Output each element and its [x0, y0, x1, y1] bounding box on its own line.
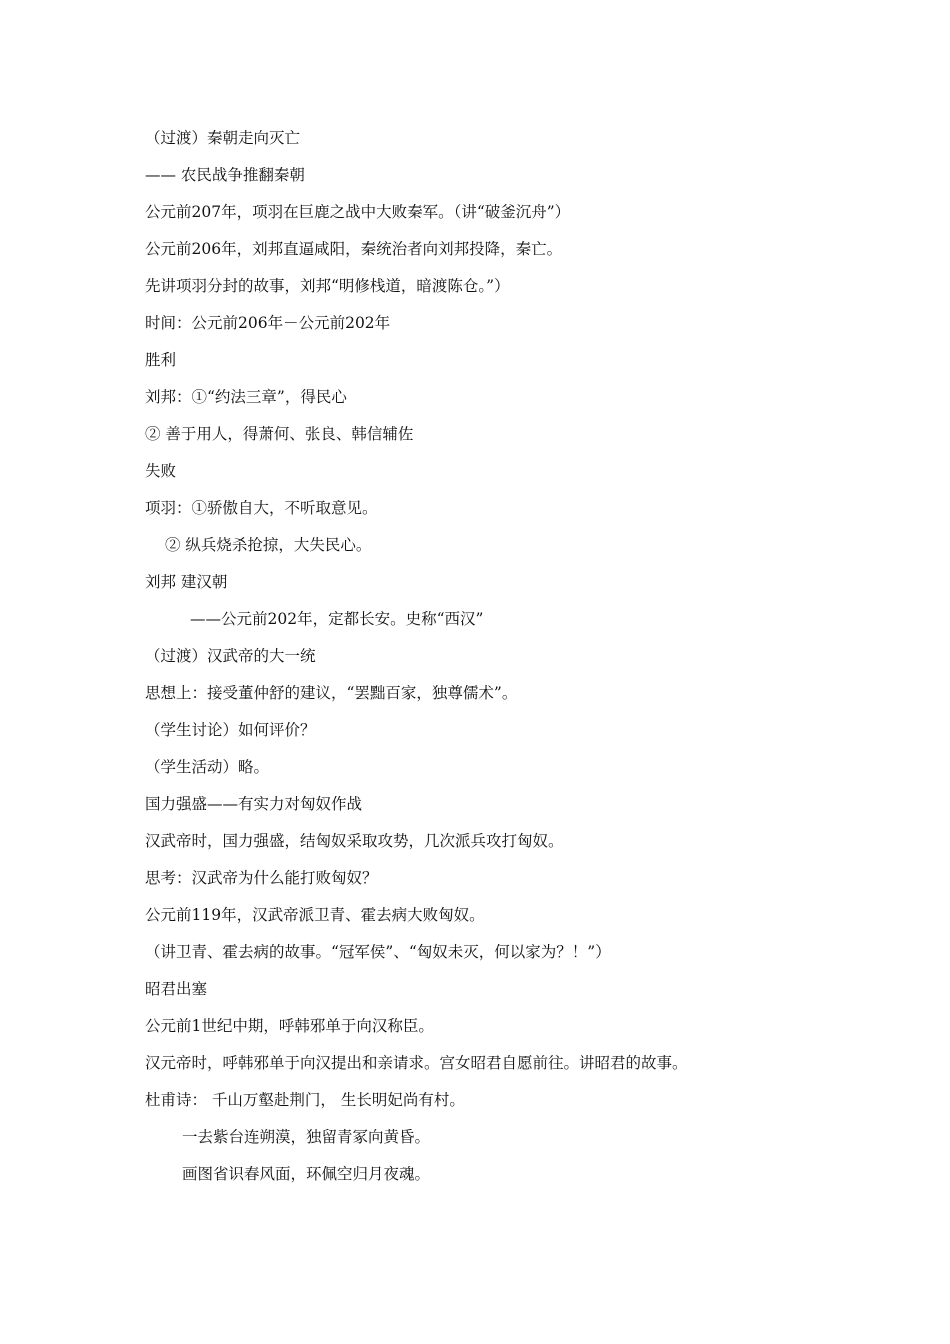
text-line: 刘邦：①“约法三章”，得民心: [145, 388, 347, 406]
text-line: ② 善于用人，得萧何、张良、韩信辅佐: [145, 425, 414, 443]
text-line: 思考：汉武帝为什么能打败匈奴？: [145, 869, 378, 887]
text-line: 思想上：接受董仲舒的建议，“罢黜百家，独尊儒术”。: [145, 684, 518, 702]
document-body: [145, 120, 845, 1193]
text-line: （过渡）秦朝走向灭亡: [145, 129, 301, 147]
text-line: ② 纵兵烧杀抢掠，大失民心。: [165, 536, 372, 554]
text-line: 公元前207年，项羽在巨鹿之战中大败秦军。（讲“破釜沉舟”）: [145, 203, 571, 221]
text-line: 失败: [145, 462, 177, 480]
text-line: （学生讨论）如何评价？: [145, 721, 316, 739]
text-line: 胜利: [145, 351, 177, 369]
poem-line: 画图省识春风面，环佩空归月夜魂。: [182, 1165, 431, 1183]
text-line: 先讲项羽分封的故事，刘邦“明修栈道，暗渡陈仓。”）: [145, 277, 510, 295]
text-line: 公元前119年，汉武帝派卫青、霍去病大败匈奴。: [145, 906, 485, 924]
poem-line: 一去紫台连朔漠，独留青冢向黄昏。: [182, 1128, 431, 1146]
text-line: （讲卫青、霍去病的故事。“冠军侯”、“匈奴未灭，何以家为？！”）: [145, 943, 611, 961]
text-line: 公元前206年，刘邦直逼咸阳，秦统治者向刘邦投降，秦亡。: [145, 240, 563, 258]
poem-line: 杜甫诗： 千山万壑赴荆门， 生长明妃尚有村。: [145, 1091, 465, 1109]
text-line: （过渡）汉武帝的大一统: [145, 647, 316, 665]
text-line: 时间：公元前206年－公元前202年: [145, 314, 391, 332]
text-line: —— 农民战争推翻秦朝: [145, 166, 305, 184]
text-line: 国力强盛——有实力对匈奴作战: [145, 795, 363, 813]
text-line: 汉武帝时，国力强盛，结匈奴采取攻势，几次派兵攻打匈奴。: [145, 832, 564, 850]
text-line: 公元前1世纪中期，呼韩邪单于向汉称臣。: [145, 1017, 434, 1035]
text-line: 项羽：①骄傲自大，不听取意见。: [145, 499, 378, 517]
text-line: （学生活动）略。: [145, 758, 270, 776]
text-line: 汉元帝时，呼韩邪单于向汉提出和亲请求。宫女昭君自愿前往。讲昭君的故事。: [145, 1054, 688, 1072]
text-line: 昭君出塞: [145, 980, 208, 998]
text-line: 刘邦 建汉朝: [145, 573, 228, 591]
text-line: ——公元前202年，定都长安。史称“西汉”: [190, 610, 484, 628]
